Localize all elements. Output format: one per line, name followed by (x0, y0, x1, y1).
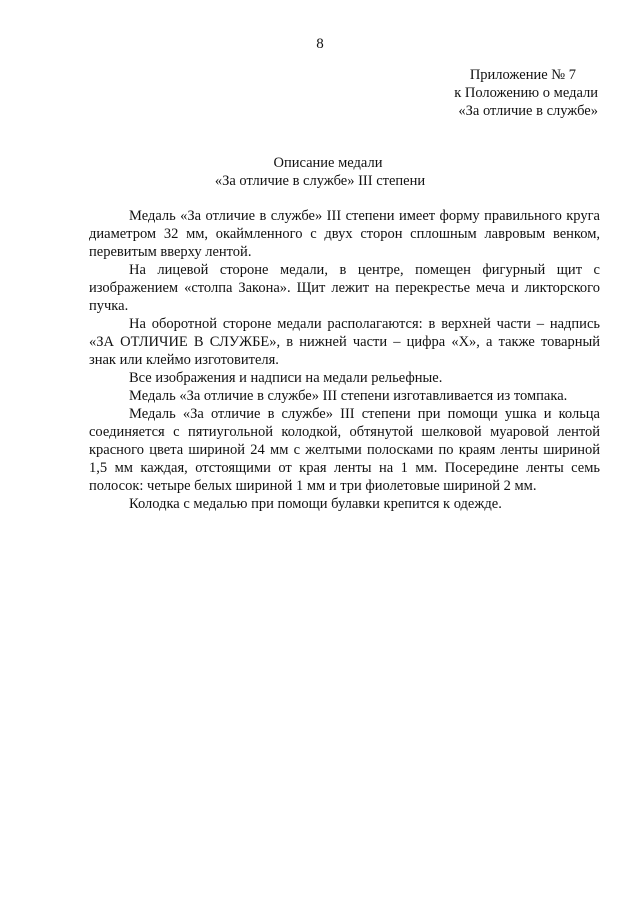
paragraph-shape: Медаль «За отличие в службе» III степени имеет форму правильного круга диаметром 32 мм, окаймленного с двух сторон сплошным лавровым венком, перевитым вверху лентой. (89, 208, 600, 260)
appendix-reference: к Положению о медали (454, 85, 598, 101)
paragraph-obverse: На лицевой стороне медали, в центре, помещен фигурный щит с изображением «столпа Закона». Щит лежит на перекрестье меча и ликторского пучка. (89, 262, 600, 314)
paragraph-material: Медаль «За отличие в службе» III степени изготавливается из томпака. (129, 388, 568, 404)
paragraph-relief: Все изображения и надписи на медали рельефные. (129, 370, 443, 386)
title-line-2: «За отличие в службе» III степени (214, 173, 426, 189)
paragraph-ribbon: Медаль «За отличие в службе» III степени при помощи ушка и кольца соединяется с пятиугольной колодкой, обтянутой шелковой муаровой лентой красного цвета шириной 24 мм с желтыми полосками по краям ленты шириной 1,5 мм каждая, отстоящими от края ленты на 1 мм. Посередине ленты семь полосок: четыре белых шириной 1 мм и три фиолетовые шириной 2 мм. (89, 406, 600, 494)
appendix-number: Приложение № 7 (469, 67, 576, 83)
title-line-1: Описание медали (273, 155, 383, 171)
paragraph-reverse: На оборотной стороне медали располагаются: в верхней части – надпись «ЗА ОТЛИЧИЕ В СЛУЖБЕ», в нижней части – цифра «X», а также товарный знак или клеймо изготовителя. (89, 316, 600, 368)
document-body (89, 207, 600, 513)
paragraph-attachment: Колодка с медалью при помощи булавки крепится к одежде. (129, 496, 502, 512)
document-title (0, 154, 640, 190)
appendix-medal-name: «За отличие в службе» (458, 103, 598, 119)
appendix-header (454, 66, 598, 120)
page-number: 8 (316, 36, 324, 52)
